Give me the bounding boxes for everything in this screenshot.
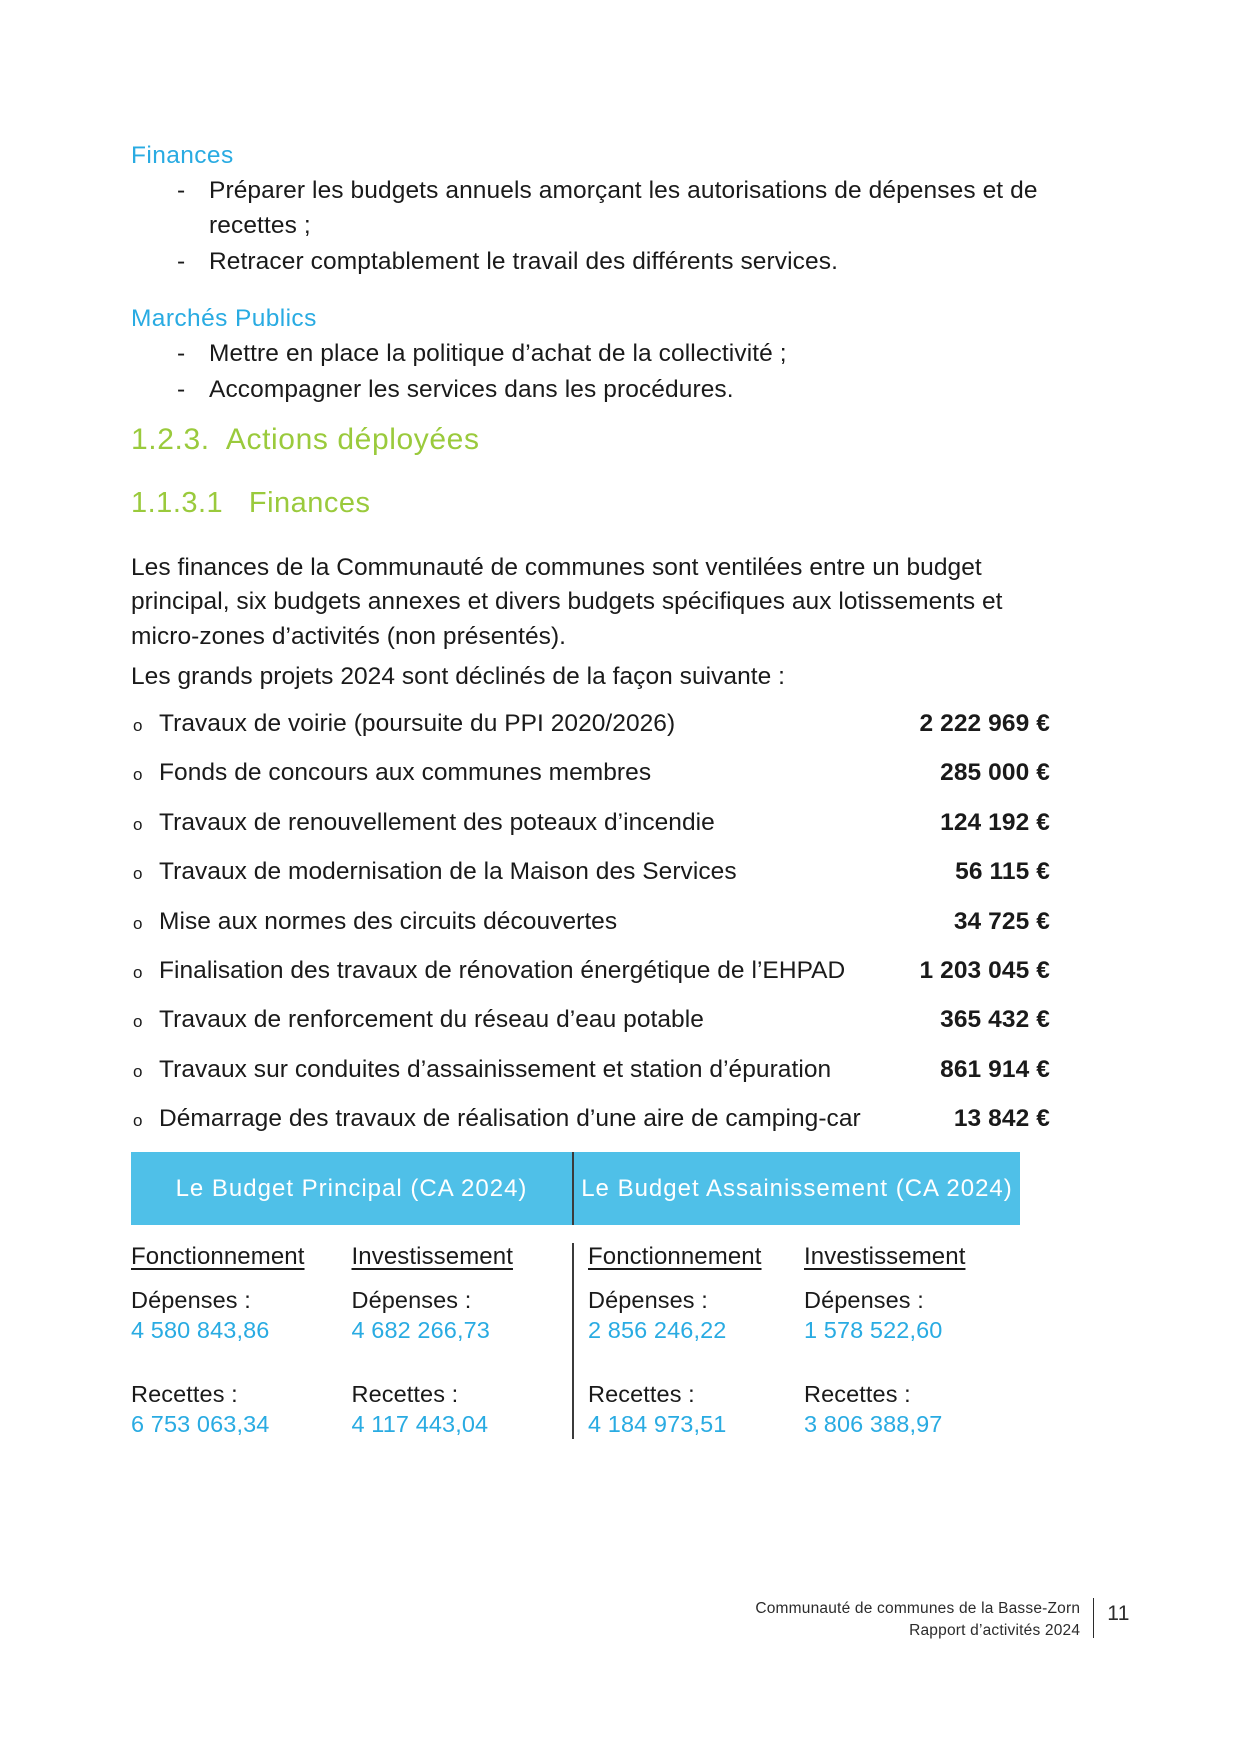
project-label: Travaux de renouvellement des poteaux d’incendie (159, 808, 715, 836)
budget-column-investissement (352, 1243, 573, 1439)
circle-bullet-icon: o (133, 962, 143, 982)
circle-bullet-icon: o (133, 1061, 143, 1081)
circle-bullet-icon: o (133, 864, 143, 884)
budget-panel-assainissement (574, 1243, 1020, 1439)
recettes-label: Recettes : (588, 1381, 695, 1408)
list-item (133, 907, 1050, 936)
list-item (131, 337, 1071, 372)
finances-dash-list (131, 174, 1071, 279)
project-label: Démarrage des travaux de réalisation d’une aire de camping-car (159, 1105, 861, 1133)
column-header: Investissement (351, 1243, 513, 1270)
footer-divider (1093, 1598, 1094, 1638)
footer-line-organisation: Communauté de communes de la Basse-Zorn (755, 1600, 1081, 1617)
depenses-label: Dépenses : (804, 1287, 924, 1313)
section-heading-marches-publics: Marchés Publics (131, 305, 317, 333)
section-heading-finances: Finances (131, 142, 234, 169)
projects-list (133, 709, 1050, 1154)
subsection-heading-finances: 1.1.3.1 Finances (131, 487, 371, 519)
page-number: 11 (1107, 1602, 1130, 1625)
depenses-value: 2 856 246,22 (588, 1317, 727, 1344)
list-item (133, 857, 1050, 886)
circle-bullet-icon: o (133, 716, 143, 735)
column-header: Investissement (804, 1243, 966, 1270)
project-label: Travaux sur conduites d’assainissement et station d’épuration (159, 1055, 832, 1083)
circle-bullet-icon: o (133, 1111, 143, 1131)
responsibilities-block (131, 142, 1071, 409)
recettes-label: Recettes : (804, 1381, 911, 1408)
list-item (133, 1104, 1050, 1133)
recettes-value: 4 184 973,51 (588, 1411, 727, 1438)
dash-bullet-icon: - (177, 340, 186, 368)
circle-bullet-icon: o (133, 814, 143, 834)
project-amount: 861 914 € (940, 1055, 1050, 1083)
budget-column-fonctionnement (131, 1243, 352, 1439)
project-label: Fonds de concours aux communes membres (159, 759, 652, 787)
depenses-value: 1 578 522,60 (804, 1317, 943, 1344)
depenses-label: Dépenses : (588, 1287, 708, 1313)
recettes-value: 6 753 063,34 (131, 1411, 270, 1438)
circle-bullet-icon: o (133, 913, 143, 933)
project-label: Travaux de voirie (poursuite du PPI 2020/2026) (159, 710, 676, 737)
circle-bullet-icon: o (133, 765, 143, 785)
section-marches-publics (131, 305, 1071, 408)
list-item (133, 956, 1050, 985)
list-item (133, 709, 1050, 738)
budget-table (131, 1152, 1020, 1439)
project-amount: 34 725 € (953, 907, 1050, 935)
page-footer (0, 1598, 1240, 1642)
project-label: Mise aux normes des circuits découvertes (159, 907, 618, 935)
project-amount: 1 203 045 € (919, 956, 1050, 984)
list-item (133, 758, 1050, 787)
list-item (133, 808, 1050, 837)
recettes-value: 4 117 443,04 (351, 1411, 489, 1438)
projects-lead-paragraph: Les grands projets 2024 sont déclinés de la façon suivante : (131, 663, 786, 690)
project-label: Travaux de modernisation de la Maison des Services (159, 858, 737, 886)
column-header: Fonctionnement (588, 1243, 762, 1270)
budget-panel-title-principal: Le Budget Principal (CA 2024) (131, 1152, 572, 1225)
marches-dash-list (131, 337, 1071, 408)
intro-paragraph: Les finances de la Communauté de communes sont ventilées entre un budget principal, six budgets annexes et divers budgets spécifiques aux lotissements et micro-zones d’activités (non présentés). (131, 554, 1003, 650)
project-amount: 365 432 € (940, 1006, 1050, 1034)
list-item (131, 373, 1071, 408)
list-item (133, 1055, 1050, 1084)
project-amount: 56 115 € (955, 858, 1050, 886)
project-amount: 285 000 € (940, 759, 1050, 787)
list-item-text: Retracer comptablement le travail des différents services. (209, 247, 839, 275)
depenses-label: Dépenses : (351, 1287, 472, 1313)
depenses-label: Dépenses : (131, 1287, 251, 1313)
footer-text-block (755, 1598, 1080, 1642)
list-item-text: Préparer les budgets annuels amorçant les autorisations de dépenses et de recettes ; (209, 177, 1038, 239)
section-heading-actions-deployees: 1.2.3. Actions déployées (131, 423, 480, 456)
project-label: Travaux de renforcement du réseau d’eau potable (159, 1006, 704, 1034)
budget-panel-title-assainissement: Le Budget Assainissement (CA 2024) (574, 1152, 1020, 1225)
recettes-label: Recettes : (131, 1381, 238, 1408)
project-amount: 124 192 € (940, 808, 1050, 836)
circle-bullet-icon: o (133, 1012, 143, 1032)
depenses-value: 4 682 266,73 (351, 1317, 490, 1344)
dash-bullet-icon: - (177, 376, 186, 404)
list-item-text: Mettre en place la politique d’achat de la collectivité ; (209, 340, 787, 368)
depenses-value: 4 580 843,86 (131, 1317, 270, 1344)
column-header: Fonctionnement (131, 1243, 305, 1270)
dash-bullet-icon: - (177, 247, 186, 275)
list-item (133, 1005, 1050, 1034)
project-label: Finalisation des travaux de rénovation énergétique de l’EHPAD (159, 956, 846, 984)
budget-table-header-row (131, 1152, 1020, 1225)
budget-column-fonctionnement (588, 1243, 804, 1439)
list-item-text: Accompagner les services dans les procédures. (209, 376, 734, 404)
list-item (131, 174, 1071, 244)
footer-line-document: Rapport d’activités 2024 (909, 1622, 1081, 1639)
section-finances (131, 142, 1071, 279)
recettes-value: 3 806 388,97 (804, 1411, 943, 1438)
dash-bullet-icon: - (177, 177, 186, 204)
budget-panel-principal (131, 1243, 572, 1439)
list-item (131, 245, 1071, 280)
project-amount: 13 842 € (953, 1105, 1050, 1133)
project-amount: 2 222 969 € (919, 710, 1050, 737)
budget-table-body (131, 1225, 1020, 1439)
recettes-label: Recettes : (351, 1381, 459, 1408)
budget-column-investissement (804, 1243, 1020, 1439)
